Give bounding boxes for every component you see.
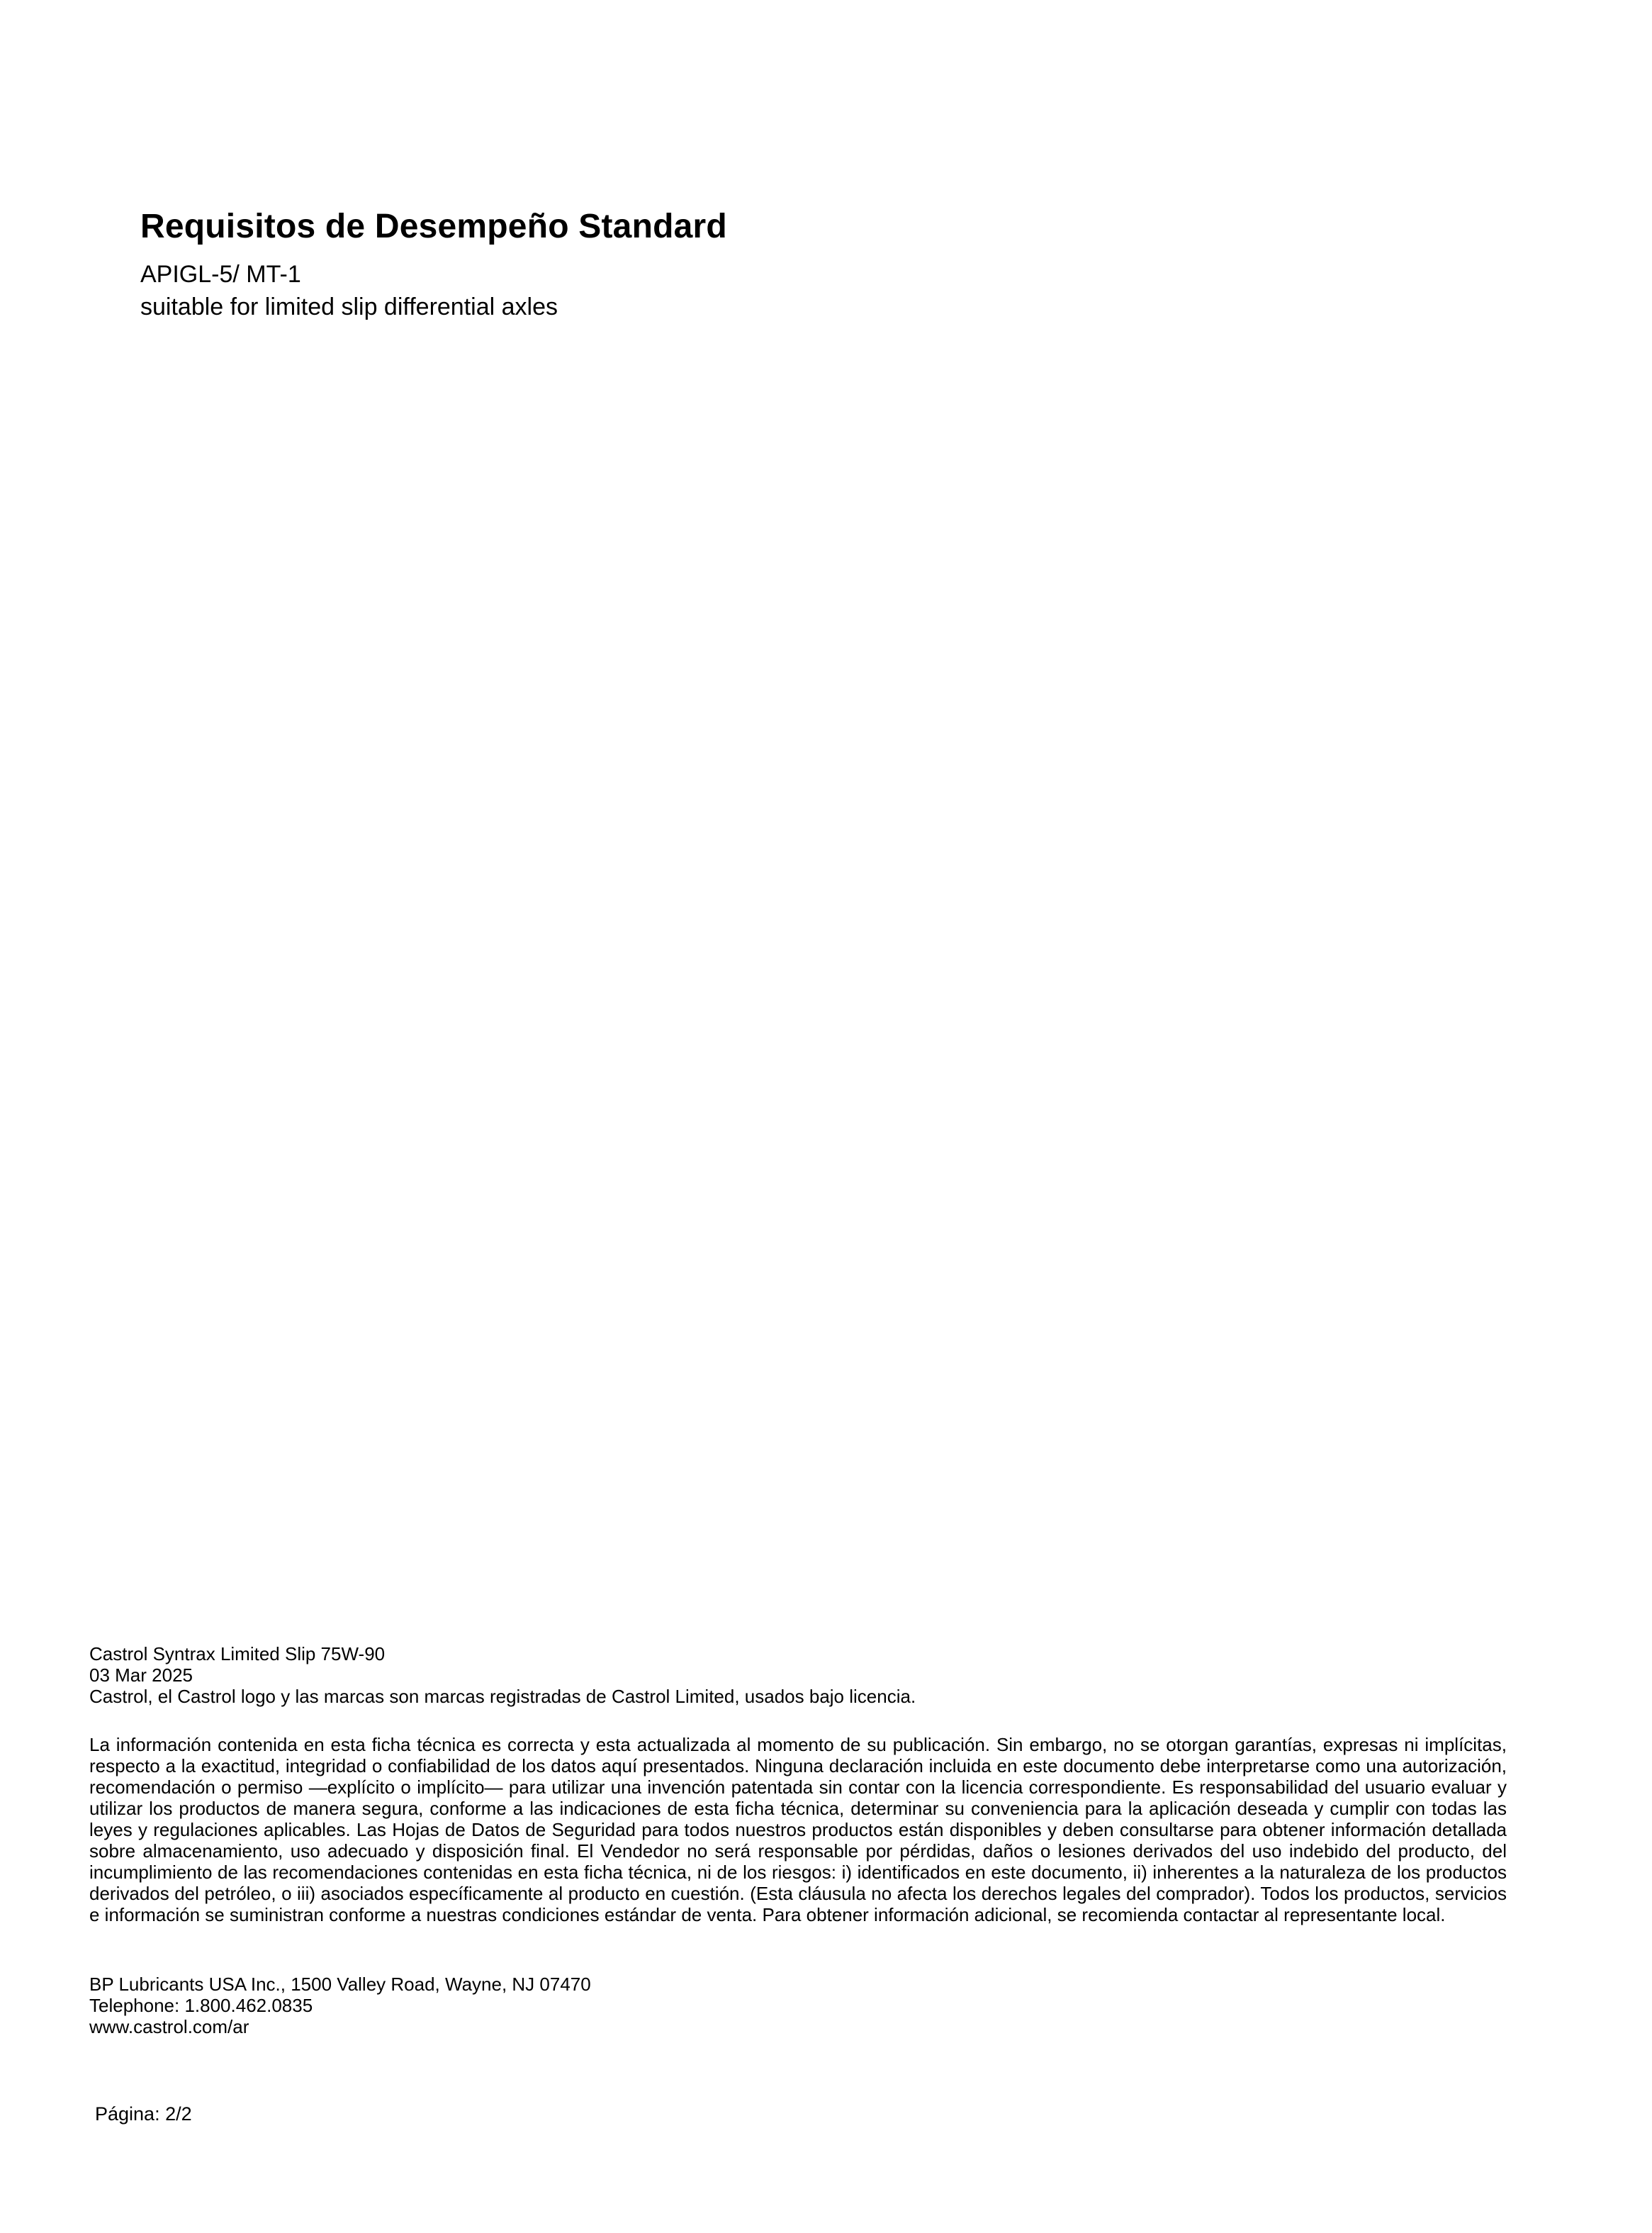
- product-info-block: [89, 1643, 1507, 1707]
- section-title: Requisitos de Desempeño Standard: [140, 208, 727, 245]
- page-number: Página: 2/2: [95, 2103, 192, 2125]
- company-contact-block: [89, 1974, 1507, 2037]
- document-footer: [89, 1643, 1507, 2037]
- performance-spec-line: APIGL-5/ MT-1: [140, 261, 301, 288]
- company-website: www.castrol.com/ar: [89, 2016, 249, 2037]
- legal-disclaimer: La información contenida en esta ficha técnica es correcta y esta actualizada al momento de su publicación. Sin embargo, no se otorgan garantías, expresas ni implícitas, respecto a la exactitud, integridad o confiabilidad de los datos aquí presentados. Ninguna declaración incluida en este documento debe interpretarse como una autorización, recomendación o permiso —explícito o implícito— para utilizar una invención patentada sin contar con la licencia correspondiente. Es responsabilidad del usuario evaluar y utilizar los productos de manera segura, conforme a las indicaciones de esta ficha técnica, determinar su conveniencia para la aplicación deseada y cumplir con todas las leyes y regulaciones aplicables. Las Hojas de Datos de Seguridad para todos nuestros productos están disponibles y deben consultarse para obtener información detallada sobre almacenamiento, uso adecuado y disposición final. El Vendedor no será responsable por pérdidas, daños o lesiones derivados del uso indebido del producto, del incumplimiento de las recomendaciones contenidas en esta ficha técnica, ni de los riesgos: i) identificados en este documento, ii) inherentes a la naturaleza de los productos derivados del petróleo, o iii) asociados específicamente al producto en cuestión. (Esta cláusula no afecta los derechos legales del comprador). Todos los productos, servicios e información se suministran conforme a nuestras condiciones estándar de venta. Para obtener información adicional, se recomienda contactar al representante local.: [89, 1734, 1507, 1925]
- company-telephone: Telephone: 1.800.462.0835: [89, 1995, 313, 2016]
- company-address: BP Lubricants USA Inc., 1500 Valley Road, Wayne, NJ 07470: [89, 1974, 591, 1995]
- product-name: Castrol Syntrax Limited Slip 75W-90: [89, 1643, 386, 1664]
- performance-requirements-section: [140, 206, 1274, 323]
- publication-date: 03 Mar 2025: [89, 1664, 193, 1686]
- trademark-notice: Castrol, el Castrol logo y las marcas son marcas registradas de Castrol Limited, usados bajo licencia.: [89, 1686, 916, 1707]
- performance-spec-line: suitable for limited slip differential axles: [140, 293, 558, 320]
